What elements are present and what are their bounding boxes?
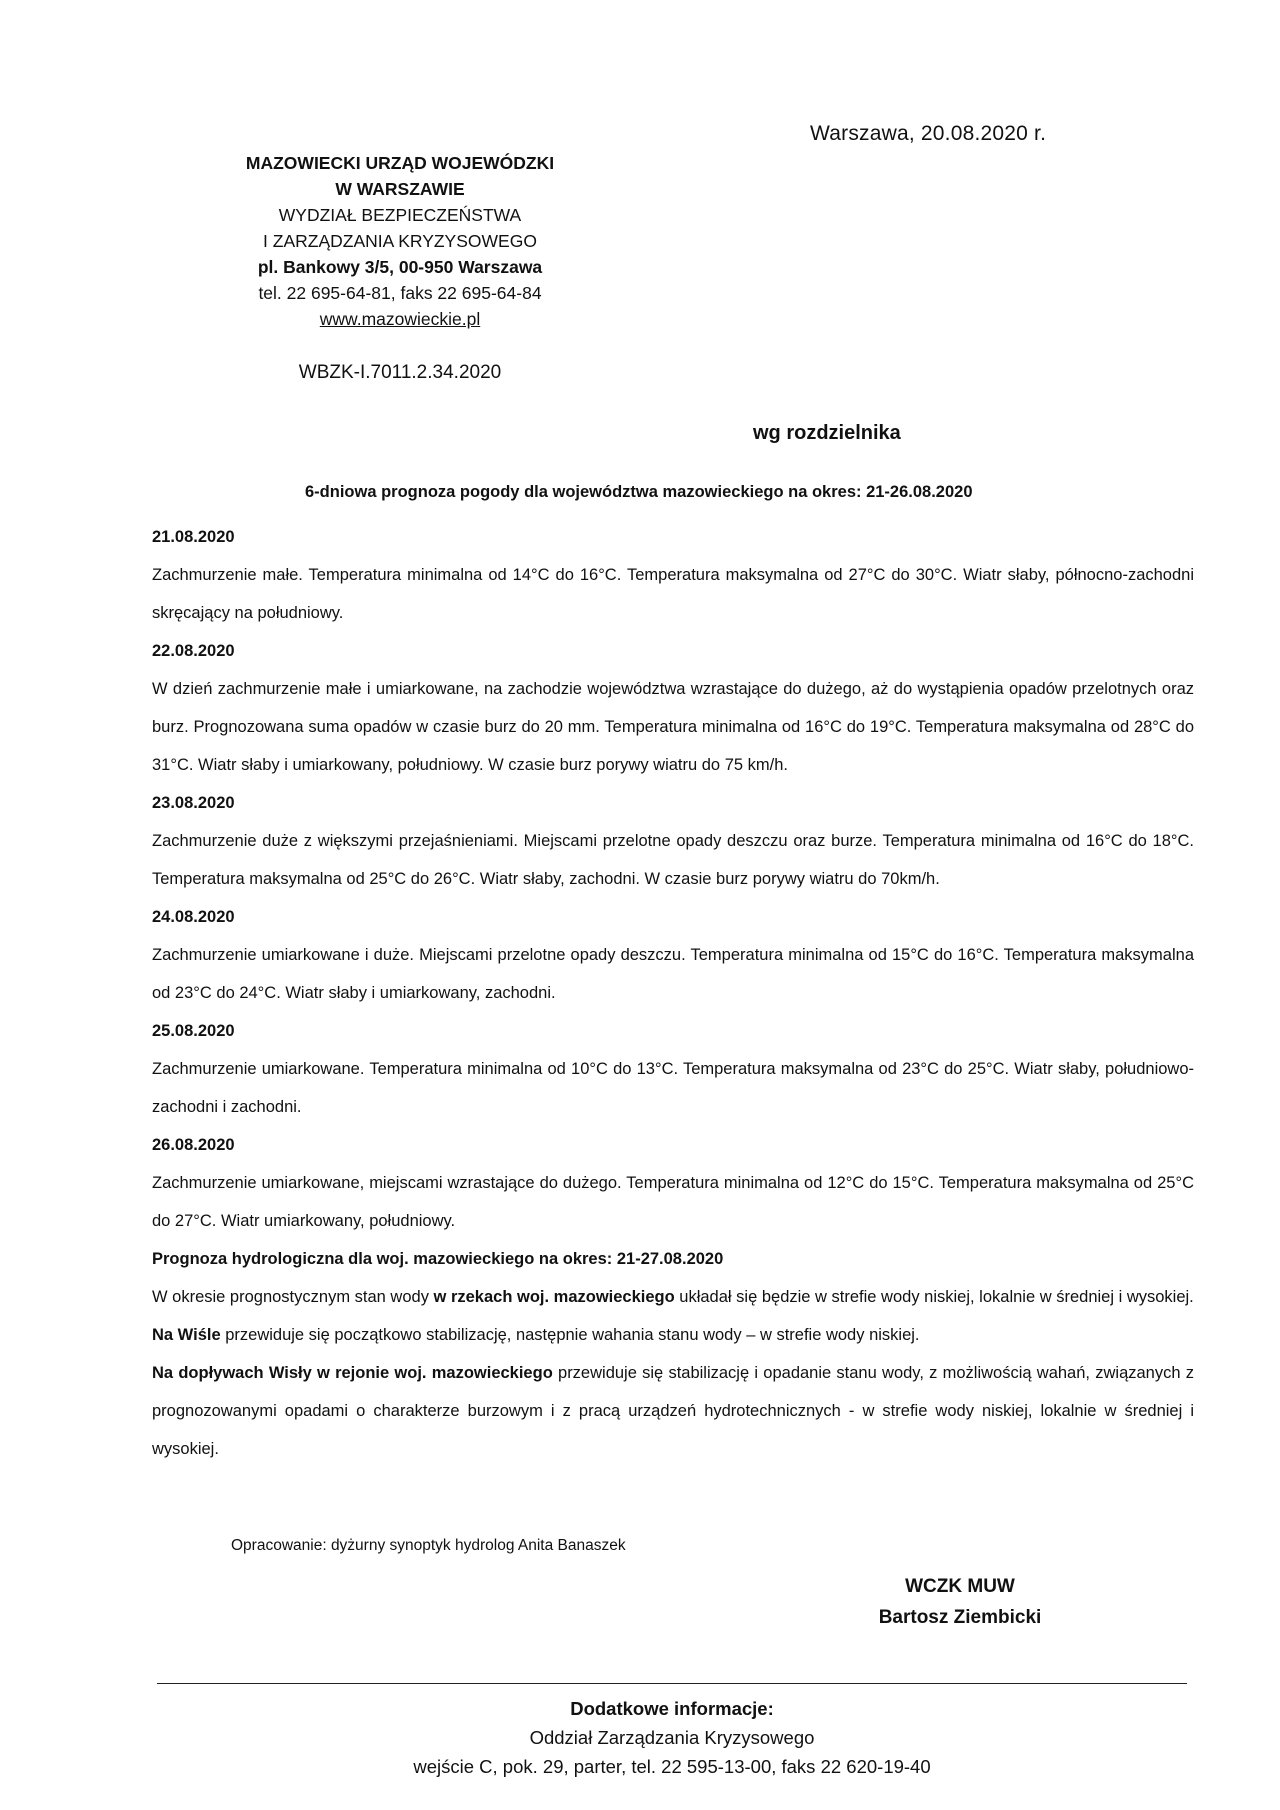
forecast-day-text: Zachmurzenie duże z większymi przejaśnieniami. Miejscami przelotne opady deszczu oraz burze. Temperatura minimalna od 16°C do 18°C. Temperatura maksymalna od 25°C do 26°C. Wiatr słaby, zachodni. W czasie burz porywy wiatru do 70km/h. xyxy=(152,832,1194,888)
hydrology-paragraph-tributaries xyxy=(152,1354,1194,1468)
sender-phone-fax: tel. 22 695-64-81, faks 22 695-64-84 xyxy=(258,283,542,303)
sender-office: MAZOWIECKI URZĄD WOJEWÓDZKI xyxy=(245,153,555,173)
footer-heading: Dodatkowe informacje: xyxy=(570,1698,774,1719)
hydrology-p2-bold: Na Wiśle xyxy=(152,1326,221,1344)
hydrology-title: Prognoza hydrologiczna dla woj. mazowieckiego na okres: 21-27.08.2020 xyxy=(152,1250,724,1268)
sender-department-line2: I ZARZĄDZANIA KRYZYSOWEGO xyxy=(263,231,537,251)
forecast-day-text: Zachmurzenie umiarkowane i duże. Miejscami przelotne opady deszczu. Temperatura minimalna od 15°C do 16°C. Temperatura maksymalna od 23°C do 24°C. Wiatr słaby i umiarkowany, zachodni. xyxy=(152,946,1194,1002)
sender-department-line1: WYDZIAŁ BEZPIECZEŃSTWA xyxy=(278,205,522,225)
hydrology-paragraph-vistula xyxy=(152,1316,1194,1354)
addressee: wg rozdzielnika xyxy=(753,422,901,444)
forecast-day-text: Zachmurzenie umiarkowane. Temperatura minimalna od 10°C do 13°C. Temperatura maksymalna od 23°C do 25°C. Wiatr słaby, południowo-zachodni i zachodni. xyxy=(152,1060,1194,1116)
letter-date: Warszawa, 20.08.2020 r. xyxy=(810,122,1047,145)
letter-body xyxy=(152,518,1194,1468)
sender-office-city: W WARSZAWIE xyxy=(335,179,465,199)
footer-department: Oddział Zarządzania Kryzysowego xyxy=(529,1727,815,1748)
footer-contact: wejście C, pok. 29, parter, tel. 22 595-13-00, faks 22 620-19-40 xyxy=(413,1756,931,1777)
hydrology-paragraph-rivers xyxy=(152,1278,1194,1316)
signature-block xyxy=(860,1571,1060,1633)
footer-divider xyxy=(157,1683,1187,1684)
hydrology-p3-after: przewiduje się stabilizację i opadanie stanu wody, z możliwością wahań, związanych z prognozowanymi opadami o charakterze burzowym i z pracą urządzeń hydrotechnicznych - w strefie wody niskiej, lokalnie w średniej i wysokiej. xyxy=(152,1364,1195,1458)
signature-unit: WCZK MUW xyxy=(905,1576,1015,1597)
hydrology-p1-bold: w rzekach woj. mazowieckiego xyxy=(433,1288,675,1306)
forecast-day-text: Zachmurzenie małe. Temperatura minimalna od 14°C do 16°C. Temperatura maksymalna od 27°C do 30°C. Wiatr słaby, północno-zachodni skręcający na południowy. xyxy=(152,566,1194,622)
forecast-day-date: 23.08.2020 xyxy=(152,794,235,812)
forecast-day-date: 22.08.2020 xyxy=(152,642,235,660)
forecast-day-text: W dzień zachmurzenie małe i umiarkowane, na zachodzie województwa wzrastające do dużego, aż do wystąpienia opadów przelotnych oraz burz. Prognozowana suma opadów w czasie burz do 20 mm. Temperatura minimalna od 16°C do 19°C. Temperatura maksymalna od 28°C do 31°C. Wiatr słaby i umiarkowany, południowy. W czasie burz porywy wiatru do 75 km/h. xyxy=(152,680,1194,774)
hydrology-p2-after: przewiduje się początkowo stabilizację, następnie wahania stanu wody – w strefie wody niskiej. xyxy=(220,1326,920,1344)
forecast-day-text: Zachmurzenie umiarkowane, miejscami wzrastające do dużego. Temperatura minimalna od 12°C do 15°C. Temperatura maksymalna od 25°C do 27°C. Wiatr umiarkowany, południowy. xyxy=(152,1174,1194,1230)
sender-address: pl. Bankowy 3/5, 00-950 Warszawa xyxy=(257,257,543,277)
sender-website-link[interactable]: www.mazowieckie.pl xyxy=(319,309,481,329)
hydrology-p3-bold: Na dopływach Wisły w rejonie woj. mazowieckiego xyxy=(152,1364,553,1382)
hydrology-p1-before: W okresie prognostycznym stan wody xyxy=(152,1288,434,1306)
forecast-day-date: 21.08.2020 xyxy=(152,528,235,546)
forecast-day-date: 26.08.2020 xyxy=(152,1136,235,1154)
hydrology-p1-after: układał się będzie w strefie wody niskiej, lokalnie w średniej i wysokiej. xyxy=(674,1288,1194,1306)
sender-block xyxy=(205,150,595,332)
forecast-title: 6-dniowa prognoza pogody dla województwa mazowieckiego na okres: 21-26.08.2020 xyxy=(305,483,973,501)
reference-number: WBZK-I.7011.2.34.2020 xyxy=(298,362,502,383)
prepared-by: Opracowanie: dyżurny synoptyk hydrolog Anita Banaszek xyxy=(231,1537,626,1554)
footer xyxy=(157,1694,1187,1781)
signature-name: Bartosz Ziembicki xyxy=(878,1607,1042,1628)
forecast-day-date: 24.08.2020 xyxy=(152,908,235,926)
forecast-day-date: 25.08.2020 xyxy=(152,1022,235,1040)
